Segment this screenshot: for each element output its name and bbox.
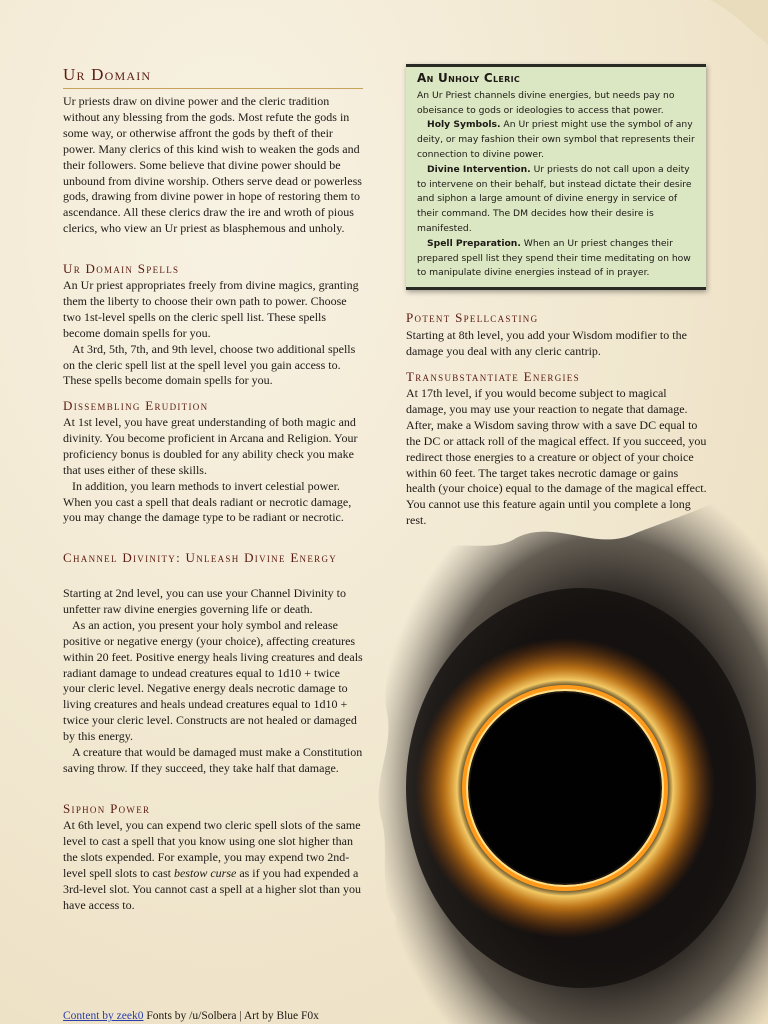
page-title: Ur Domain xyxy=(63,65,363,89)
erudition-p1: At 1st level, you have great understanding of both magic and divinity. You become proficient in Arcana and Religion. Your proficiency bonus is doubled for any ability check you make that uses either of these skills. xyxy=(63,415,358,477)
erudition-p2: In addition, you learn methods to invert celestial power. When you cast a spell that deals radiant or necrotic damage, you may change the damage type to be radiant or necrotic. xyxy=(63,478,352,525)
eclipse-art xyxy=(366,498,768,1024)
siphon-spell-name: bestow curse xyxy=(173,865,237,880)
intro-paragraph: Ur priests draw on divine power and the cleric tradition without any blessing from the gods. Most refute the gods in some way, or otherwise affront the gods by theft of their power. Many clerics of this kind wish to weaken the gods and their followers. Some believe that divine power should be unbound from divine worship. Others serve dead or powerless gods, drawing from divine power in hope of restoring them to ascendance. All these clerics draw the ire and wroth of pious clerics, who view an Ur priest as blasphemous and unholy. xyxy=(63,94,362,236)
channel-p3: A creature that would be damaged must make a Constitution saving throw. If they succeed, they take half that damage. xyxy=(63,745,363,775)
sidebar-unholy-cleric xyxy=(406,64,706,290)
sidebar-divine-text: Ur priests do not call upon a deity to intervene on their behalf, but instead dictate their desire and siphon a large amount of divine energy in service of their command. The DM decides how their desire is manifested. xyxy=(417,163,692,234)
page-corner-ornament xyxy=(700,0,768,50)
section-title-erudition: Dissembling Erudition xyxy=(63,398,209,413)
siphon-p1-b: as if you had expended a 3rd-level slot. You cannot cast a spell at a higher slot than you have access to. xyxy=(63,865,361,912)
sidebar-holy-symbols xyxy=(417,118,698,162)
siphon-p1-a: At 6th level, you can expend two cleric spell slots of the same level to cast a spell that you know using one slot higher than the slots expended. For example, you may expend two 2nd-level spell slots to cast xyxy=(63,818,361,880)
section-title-domain-spells: Ur Domain Spells xyxy=(63,261,180,276)
channel-divinity-text xyxy=(63,586,363,777)
transub-p1: At 17th level, if you would become subject to magical damage, you may use your reaction to negate that damage. After, make a Wisdom saving throw with a save DC equal to the DC or attack roll of the magical effect. If you succeed, you redirect those energies to a creature or object of your choice within 60 feet. The target takes necrotic damage or gains health (your choice) equal to the damage of the magical effect. You cannot use this feature again until you complete a long rest. xyxy=(406,386,707,528)
sidebar-holy-label: Holy Symbols. xyxy=(427,119,501,131)
siphon-power-text xyxy=(63,818,363,913)
domain-spells-p1: An Ur priest appropriates freely from divine magics, granting them the liberty to choose their own path to power. Choose two 1st-level spells on the cleric spell list. These spells become domain spells for you. xyxy=(63,278,359,340)
section-title-siphon-power: Siphon Power xyxy=(63,801,151,816)
potent-p1: Starting at 8th level, you add your Wisdom modifier to the damage you deal with any cleric cantrip. xyxy=(406,328,687,358)
section-title-transubstantiate: Transubstantiate Energies xyxy=(406,369,580,384)
section-title-potent-spellcasting: Potent Spellcasting xyxy=(406,310,539,325)
channel-p2: As an action, you present your holy symbol and release positive or negative energy (your choice), affecting creatures within 20 feet. Positive energy heals living creatures and deals radiant damage to undead creatures equal to 1d10 + twice your cleric level. Negative energy deals necrotic damage to living creatures and heals undead creatures equal to 1d10 + twice your cleric level. Constructs are not healed or damaged by this energy. xyxy=(63,617,363,744)
intro-text xyxy=(63,94,363,237)
footer-credits xyxy=(63,1010,319,1022)
potent-spellcasting-text xyxy=(406,328,706,360)
eclipse-disk xyxy=(470,693,660,883)
sidebar-divine-label: Divine Intervention. xyxy=(427,163,531,175)
sidebar-intro: An Ur Priest channels divine energies, but needs pay no obeisance to gods or ideologies to access that power. xyxy=(417,89,675,116)
section-title-channel-divinity: Channel Divinity: Unleash Divine Energy xyxy=(63,550,338,565)
footer-content-link[interactable]: Content by zeek0 xyxy=(63,1010,144,1022)
sidebar-divine-intervention xyxy=(417,163,698,237)
domain-spells-text xyxy=(63,278,363,389)
channel-p1: Starting at 2nd level, you can use your Channel Divinity to unfetter raw divine energies governing life or death. xyxy=(63,586,346,616)
domain-spells-p2: At 3rd, 5th, 7th, and 9th level, choose two additional spells on the cleric spell list at the spell level you gain access to. These spells become domain spells for you. xyxy=(63,341,356,388)
sidebar-spell-preparation xyxy=(417,237,698,281)
sidebar-holy-text: An Ur priest might use the symbol of any deity, or may fashion their own symbol that represents their connection to divine power. xyxy=(417,119,695,160)
footer-credits-text: Fonts by /u/Solbera | Art by Blue F0x xyxy=(143,1010,319,1022)
sidebar-prep-text: When an Ur priest changes their prepared spell list they spend their time meditating on how to manipulate divine energies instead of in prayer. xyxy=(417,237,691,279)
erudition-text xyxy=(63,415,363,526)
sidebar-title: An Unholy Cleric xyxy=(417,71,521,85)
sidebar-prep-label: Spell Preparation. xyxy=(427,237,521,249)
siphon-p1 xyxy=(63,818,363,913)
